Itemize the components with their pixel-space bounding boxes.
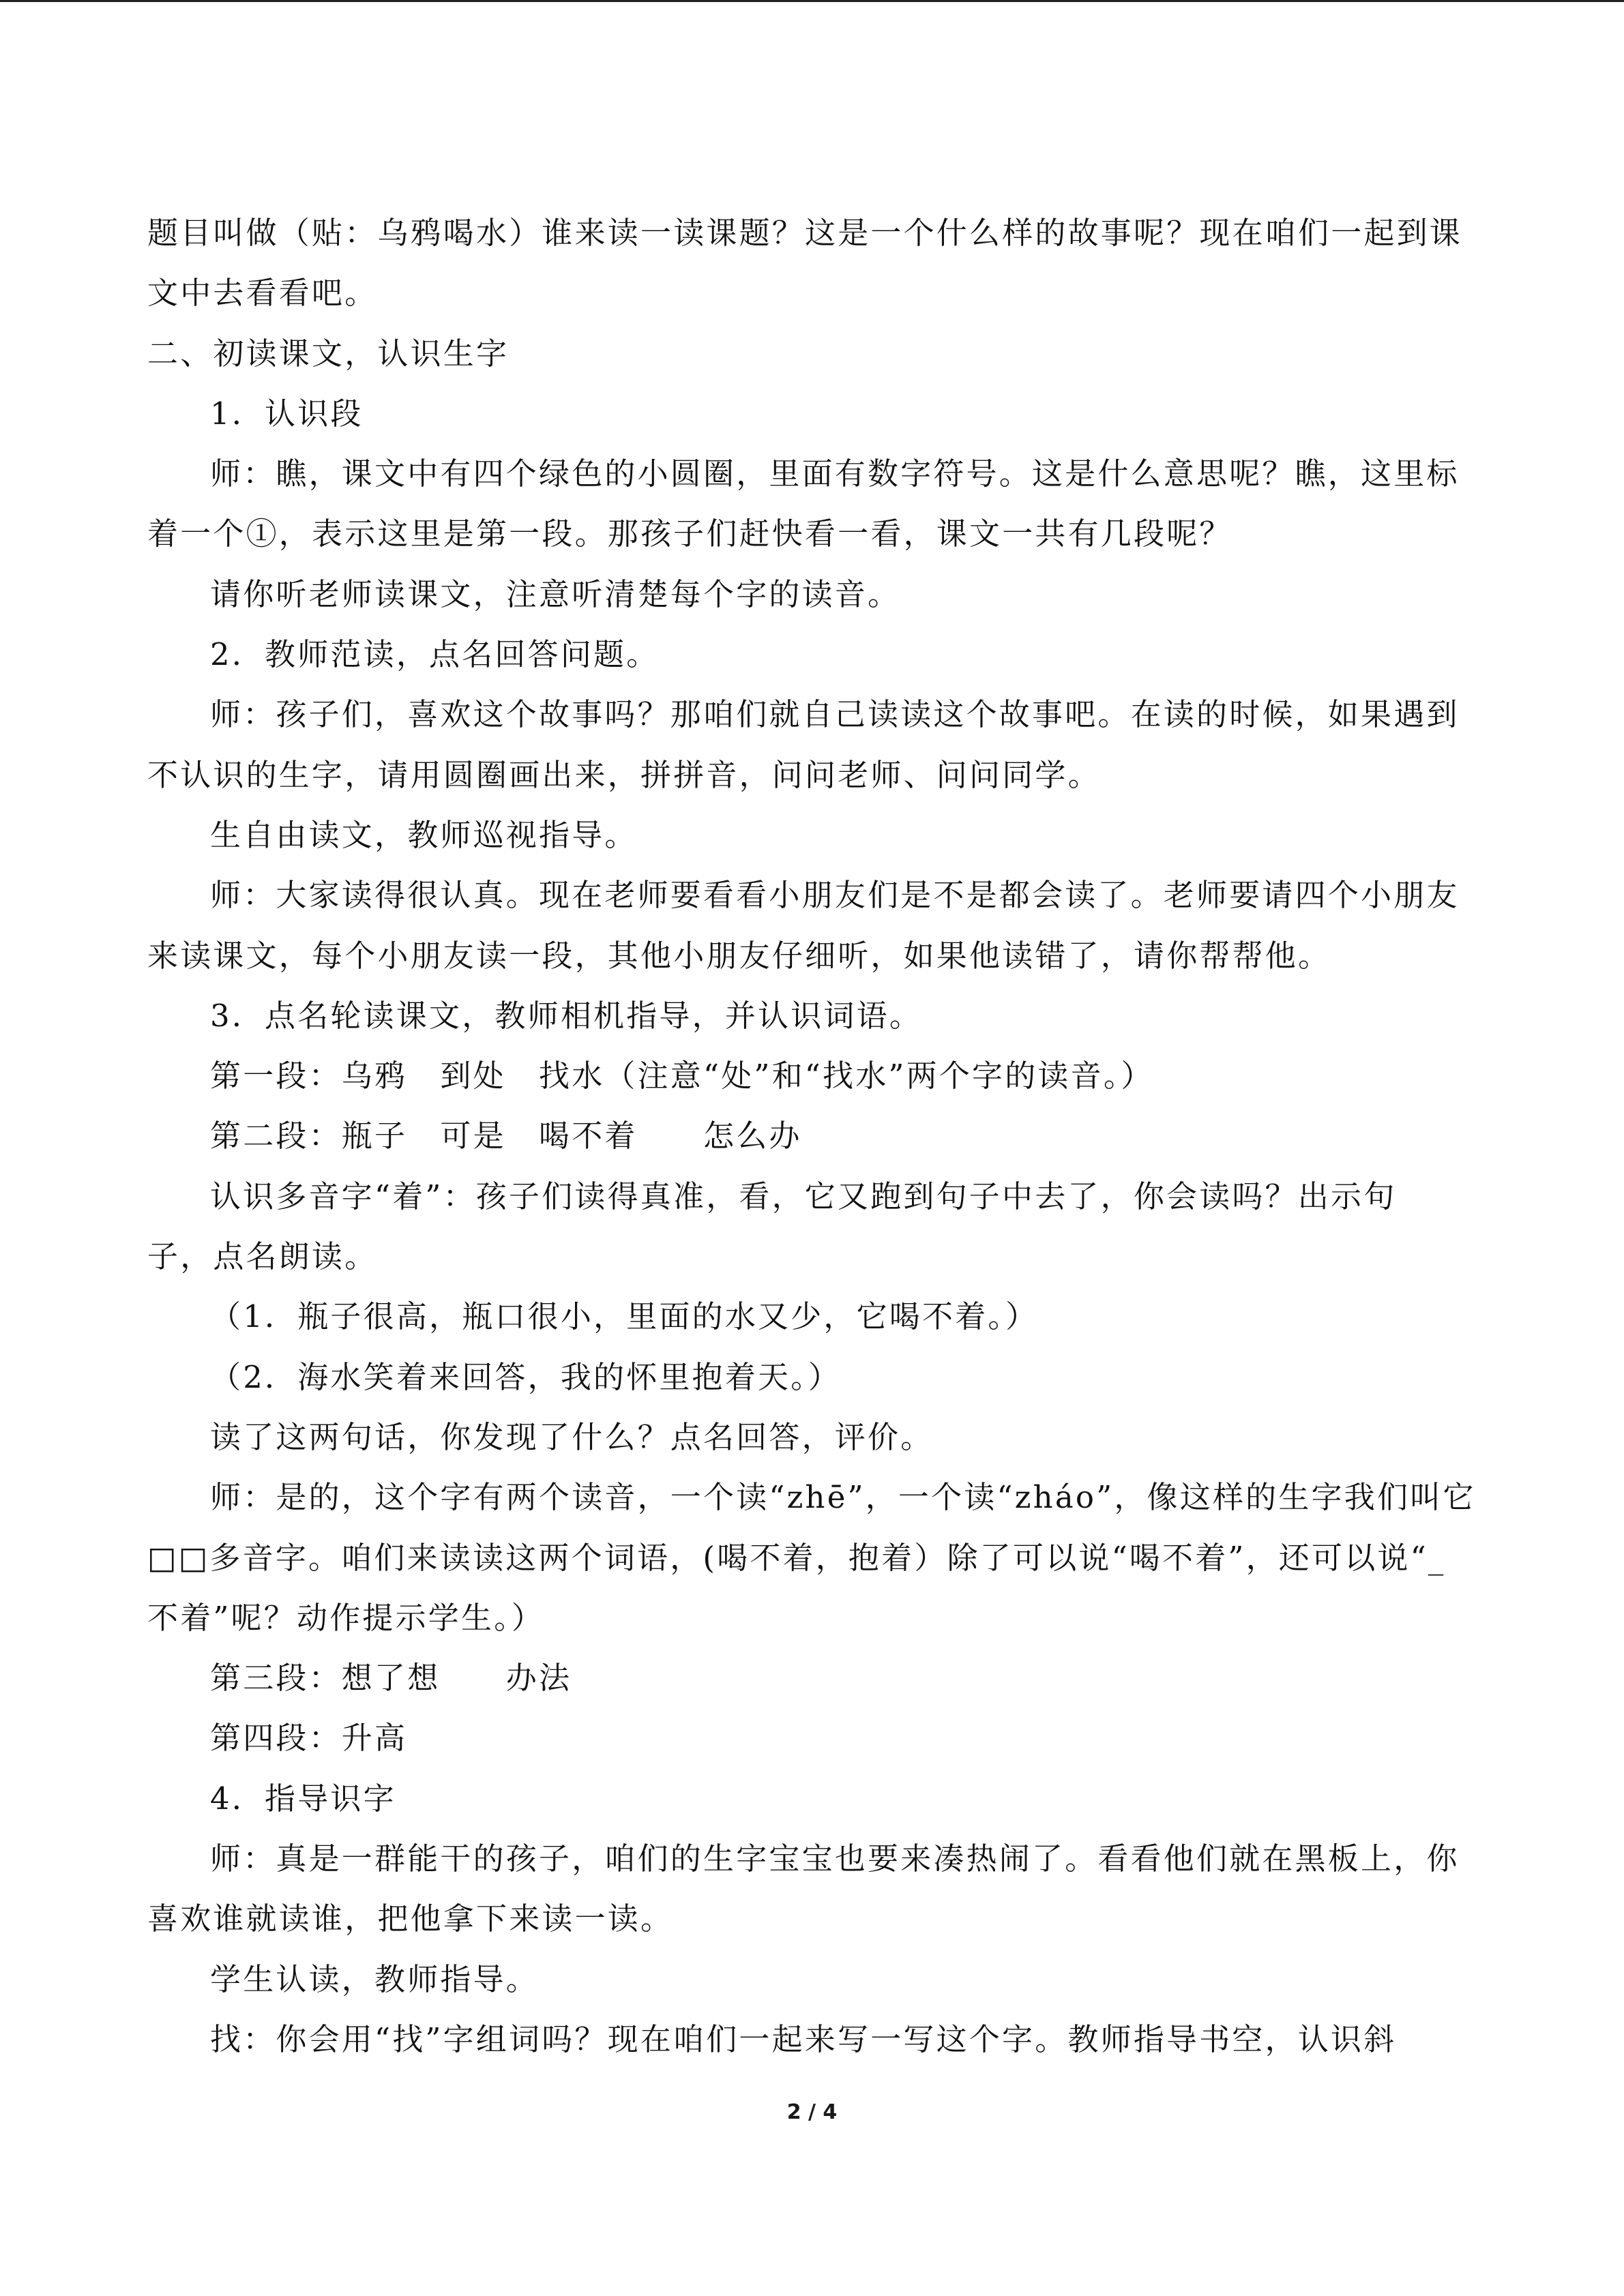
paragraph-line: 生自由读文，教师巡视指导。 [210, 816, 638, 853]
paragraph-line: 第二段：瓶子 可是 喝不着 怎么办 [210, 1118, 802, 1154]
subsection-heading: 4．指导识字 [210, 1780, 396, 1817]
paragraph-line: 喜欢谁就读谁，把他拿下来读一读。 [147, 1900, 674, 1937]
paragraph-line: 师：孩子们，喜欢这个故事吗？那咱们就自己读读这个故事吧。在读的时候，如果遇到 [210, 696, 1460, 733]
subsection-heading: 2．教师范读，点名回答问题。 [210, 636, 660, 673]
paragraph-line: 师：真是一群能干的孩子，咱们的生字宝宝也要来凑热闹了。看看他们就在黑板上，你 [210, 1840, 1460, 1877]
example-sentence: （2．海水笑着来回答，我的怀里抱着天。） [210, 1358, 842, 1395]
paragraph-line: 认识多音字“着”：孩子们读得真准，看，它又跑到句子中去了，你会读吗？出示句 [210, 1178, 1397, 1214]
paragraph-line: 来读课文，每个小朋友读一段，其他小朋友仔细听，如果他读错了，请你帮帮他。 [147, 937, 1331, 974]
paragraph-line: 请你听老师读课文，注意听清楚每个字的读音。 [210, 576, 901, 612]
paragraph-line: 文中去看看吧。 [147, 275, 378, 312]
paragraph-line: 找：你会用“找”字组词吗？现在咱们一起来写一写这个字。教师指导书空，认识斜 [210, 2021, 1397, 2057]
paragraph-line: 第三段：想了想 办法 [210, 1660, 572, 1697]
paragraph-line: 师：是的，这个字有两个读音，一个读“zhē”，一个读“zháo”，像这样的生字我们叫它 [210, 1479, 1476, 1516]
paragraph-line: 师：瞧，课文中有四个绿色的小圆圈，里面有数字符号。这是什么意思呢？瞧，这里标 [210, 456, 1460, 492]
paragraph-line: 着一个①，表示这里是第一段。那孩子们赶快看一看，课文一共有几段呢？ [147, 516, 1232, 552]
paragraph-line: 第四段：升高 [210, 1720, 408, 1757]
paragraph-line: 读了这两句话，你发现了什么？点名回答，评价。 [210, 1418, 934, 1455]
paragraph-line: □□多音字。咱们来读读这两个词语，(喝不着，抱着）除了可以说“喝不着”，还可以说“_ [147, 1539, 1446, 1576]
paragraph-line: 题目叫做（贴：乌鸦喝水）谁来读一读课题？这是一个什么样的故事呢？现在咱们一起到课 [147, 215, 1463, 251]
paragraph-line: 第一段：乌鸦 到处 找水（注意“处”和“找水”两个字的读音。） [210, 1058, 1154, 1094]
section-heading: 二、初读课文，认识生字 [147, 335, 510, 372]
paragraph-line: 不着”呢？动作提示学生。） [147, 1599, 545, 1636]
document-body [147, 203, 1476, 2070]
paragraph-line: 子，点名朗读。 [147, 1238, 378, 1275]
paragraph-line: 师：大家读得很认真。现在老师要看看小朋友们是不是都会读了。老师要请四个小朋友 [210, 877, 1460, 914]
page-number: 2 / 4 [786, 2100, 838, 2124]
subsection-heading: 3．点名轮读课文，教师相机指导，并认识词语。 [210, 997, 923, 1034]
paragraph-line: 不认识的生字，请用圆圈画出来，拼拼音，问问老师、问问同学。 [147, 756, 1101, 793]
top-border-line [0, 0, 1624, 2]
example-sentence: （1．瓶子很高，瓶口很小，里面的水又少，它喝不着。） [210, 1298, 1039, 1335]
subsection-heading: 1．认识段 [210, 395, 364, 432]
paragraph-line: 学生认读，教师指导。 [210, 1960, 540, 1997]
